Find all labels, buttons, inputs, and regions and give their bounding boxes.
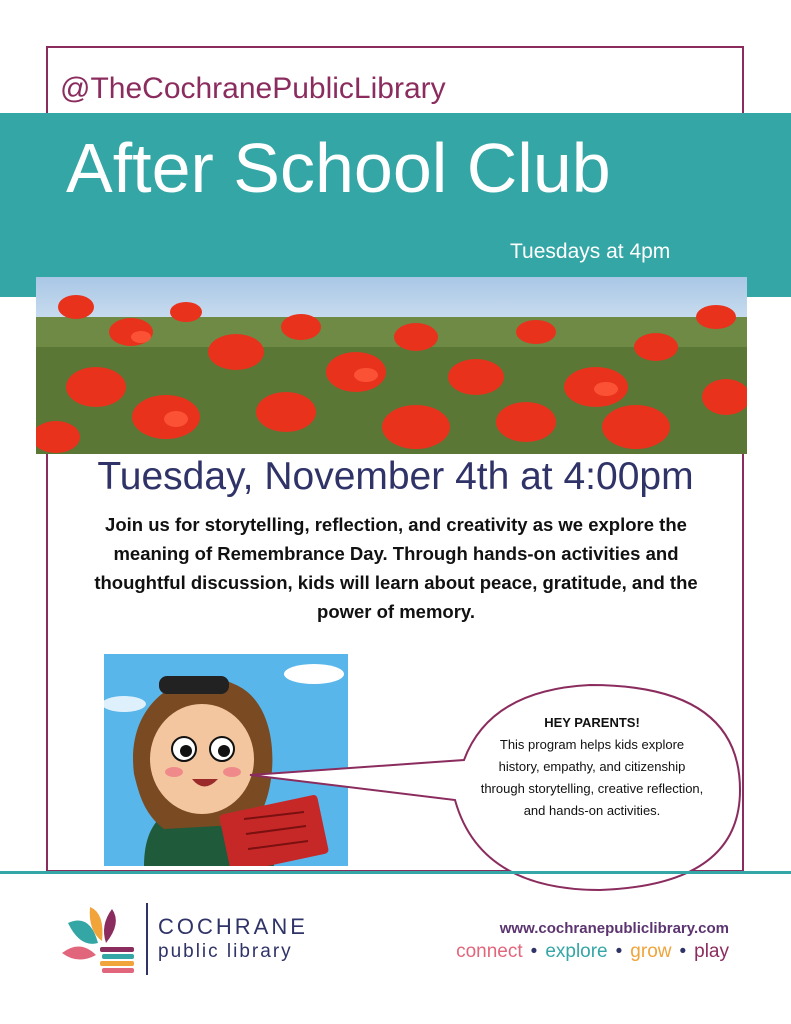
library-subname: public library [158, 941, 293, 962]
tagline-explore: explore [545, 941, 608, 962]
page-title: After School Club [66, 129, 611, 207]
library-logo-icon [60, 903, 140, 975]
social-handle: @TheCochranePublicLibrary [60, 72, 446, 105]
website-link[interactable]: www.cochranepubliclibrary.com [499, 920, 729, 937]
logo-divider [146, 903, 148, 975]
parents-body: This program helps kids explore history, empathy, and citizenship through storytelling, creative reflection, and hands-on activities. [480, 737, 704, 818]
event-description: Join us for storytelling, reflection, and creativity as we explore the meaning of Remembrance Day. Through hands-on activities and thoughtful discussion, kids will learn about peace, gratitude, and the power of memory. [94, 514, 698, 622]
parents-heading: HEY PARENTS! [544, 715, 640, 730]
tagline [456, 941, 729, 963]
parents-note [478, 712, 706, 822]
tagline-dot: • [530, 941, 538, 962]
tagline-play: play [694, 941, 729, 962]
library-name: COCHRANE [158, 914, 308, 939]
tagline-grow: grow [630, 941, 672, 962]
event-date: Tuesday, November 4th at 4:00pm [97, 455, 694, 498]
tagline-dot: • [615, 941, 623, 962]
footer-divider [0, 871, 791, 874]
poppy-field-image [36, 277, 747, 454]
tagline-dot: • [679, 941, 687, 962]
schedule-text: Tuesdays at 4pm [510, 240, 671, 263]
tagline-connect: connect [456, 941, 523, 962]
